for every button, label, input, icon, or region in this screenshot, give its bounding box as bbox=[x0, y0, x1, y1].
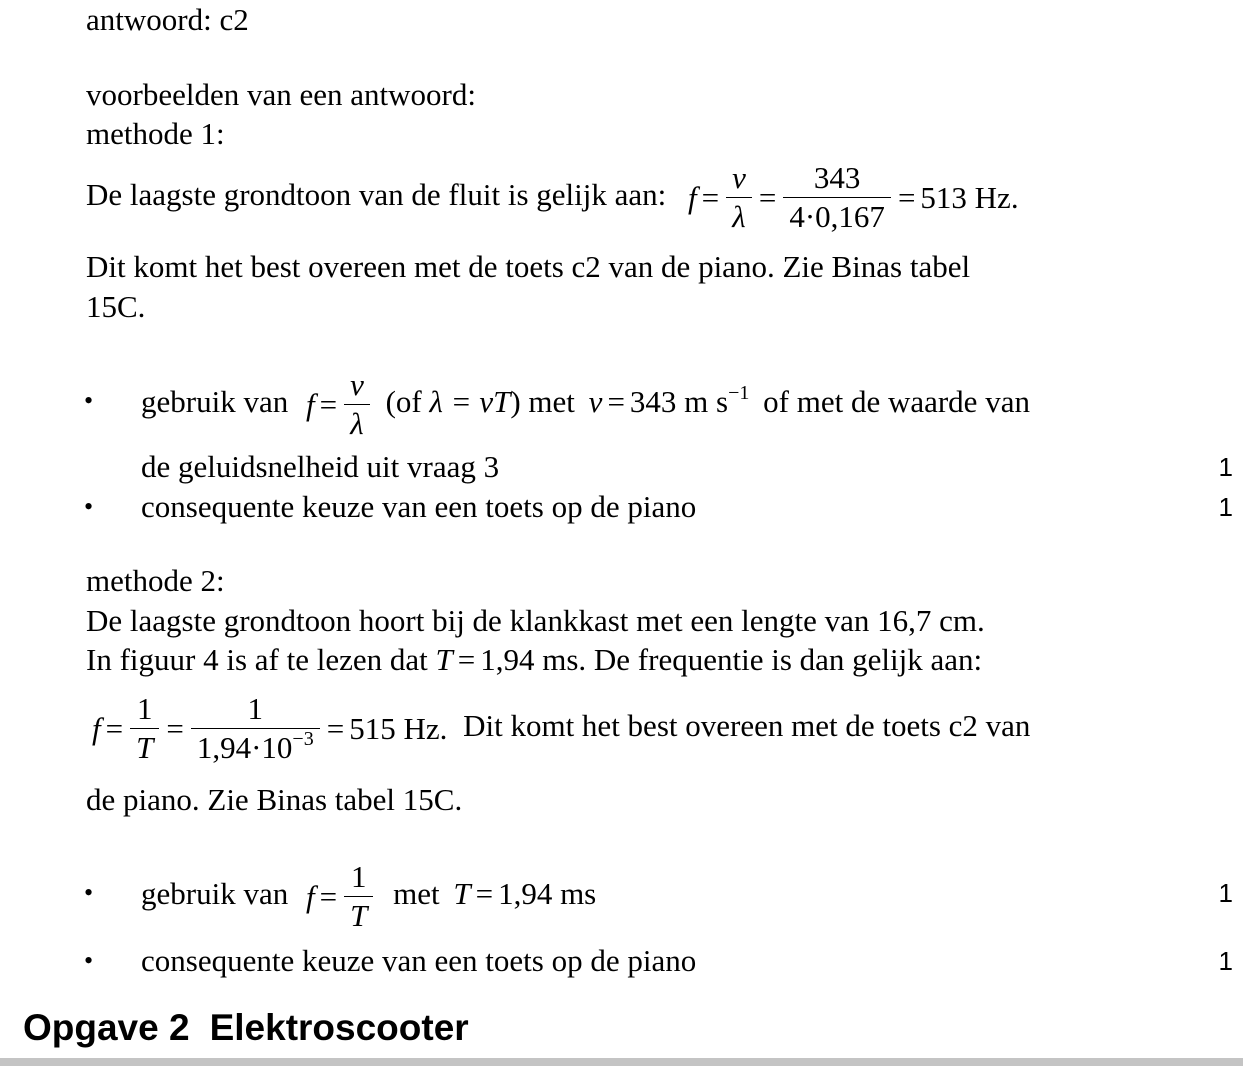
equals-sign: = bbox=[457, 642, 476, 677]
paren-open: (of bbox=[385, 384, 422, 419]
method2-line2 bbox=[86, 642, 982, 678]
fraction-numerator: v bbox=[350, 367, 364, 403]
equals-sign: = bbox=[319, 878, 338, 914]
equals-sign: = bbox=[701, 179, 720, 215]
section-heading bbox=[23, 1006, 469, 1050]
fraction-v-over-lambda bbox=[726, 162, 752, 233]
T-symbol: T bbox=[435, 642, 453, 677]
bottom-divider bbox=[0, 1058, 1243, 1066]
examples-heading: voorbeelden van een antwoord: bbox=[86, 77, 476, 112]
method1-formula-line bbox=[86, 158, 1019, 235]
fraction-numerator: 343 bbox=[813, 160, 861, 196]
fraction-one-over-T bbox=[130, 693, 159, 764]
fraction-numerator: 1 bbox=[247, 691, 264, 727]
bullet-dot: • bbox=[84, 386, 94, 415]
bullet-text-mid: met bbox=[393, 876, 440, 911]
equals-sign: = bbox=[319, 386, 338, 422]
fraction-numeric bbox=[783, 162, 891, 233]
v-value: 343 m s bbox=[629, 384, 729, 419]
score-value: 1 bbox=[1218, 452, 1233, 482]
fraction-numerator: 1 bbox=[350, 859, 367, 895]
equals-sign: = bbox=[607, 384, 625, 419]
method1-bullet1-line1 bbox=[141, 365, 1030, 442]
bullet-dot: • bbox=[84, 946, 94, 975]
method2-formula-line bbox=[86, 689, 1030, 766]
bullet-text-pre: gebruik van bbox=[141, 384, 289, 419]
method2-bullet2: consequente keuze van een toets op de piano bbox=[141, 943, 697, 978]
formula-lhs: f bbox=[305, 386, 315, 422]
method1-formula bbox=[688, 161, 1019, 235]
T-value: 1,94 ms. bbox=[480, 642, 587, 677]
fraction-one-over-T bbox=[344, 861, 373, 932]
method2-formula bbox=[92, 692, 447, 766]
formula-result: 513 Hz. bbox=[920, 179, 1019, 215]
formula-lhs: f bbox=[92, 710, 101, 746]
section-title: Elektroscooter bbox=[209, 1007, 469, 1048]
denominator-exponent: −3 bbox=[292, 728, 314, 751]
method1-intro: De laagste grondtoon van de fluit is gelijk aan: bbox=[86, 177, 667, 212]
answer-line: antwoord: c2 bbox=[86, 2, 249, 37]
equals-sign: = bbox=[166, 710, 184, 746]
equals-sign: = bbox=[475, 876, 494, 911]
fraction-numerator: 1 bbox=[136, 691, 153, 727]
method2-line2-post: De frequentie is dan gelijk aan: bbox=[593, 642, 983, 677]
equals-sign: = bbox=[758, 179, 777, 215]
fraction-numerator: v bbox=[732, 160, 746, 196]
bullet-dot: • bbox=[84, 492, 94, 521]
fraction-denominator: T bbox=[344, 896, 373, 932]
method1-bullet2: consequente keuze van een toets op de piano bbox=[141, 489, 697, 524]
method1-conclusion-line1: Dit komt het best overeen met de toets c2 van de piano. Zie Binas tabel bbox=[86, 249, 971, 284]
fraction-v-over-lambda bbox=[344, 369, 370, 440]
T-symbol: T bbox=[453, 876, 471, 911]
method2-conclusion: de piano. Zie Binas tabel 15C. bbox=[86, 782, 463, 817]
v-exponent: −1 bbox=[728, 381, 750, 404]
bullet-dot: • bbox=[84, 878, 94, 907]
equals-sign: = bbox=[897, 179, 916, 215]
score-value: 1 bbox=[1218, 878, 1233, 908]
score-value: 1 bbox=[1218, 946, 1233, 976]
equals-sign: = bbox=[105, 710, 124, 746]
fraction-numeric bbox=[191, 693, 320, 764]
equals-sign: = bbox=[326, 710, 345, 746]
v-symbol: v bbox=[588, 384, 603, 419]
formula-result: 515 Hz. bbox=[349, 710, 448, 746]
score-value: 1 bbox=[1218, 492, 1233, 522]
fraction-denominator: 4·0,167 bbox=[783, 197, 891, 233]
T-value: 1,94 ms bbox=[498, 876, 597, 911]
paren-close: ) met bbox=[510, 384, 575, 419]
bullet-formula bbox=[306, 368, 372, 442]
lambda-equation: λ = vT bbox=[429, 384, 511, 419]
denominator-base: 1,94·10 bbox=[196, 730, 293, 766]
method2-formula-post: Dit komt het best overeen met de toets c2 van bbox=[463, 708, 1031, 743]
bullet-text-post: of met de waarde van bbox=[763, 384, 1030, 419]
method1-bullet1-line2: de geluidsnelheid uit vraag 3 bbox=[141, 449, 500, 484]
method2-line1: De laagste grondtoon hoort bij de klankkast met een lengte van 16,7 cm. bbox=[86, 603, 985, 638]
formula-lhs: f bbox=[305, 878, 315, 914]
formula-lhs: f bbox=[688, 179, 697, 215]
bullet-text-pre: gebruik van bbox=[141, 876, 289, 911]
method2-line2-pre: In figuur 4 is af te lezen dat bbox=[86, 642, 428, 677]
fraction-denominator: λ bbox=[726, 197, 751, 233]
method2-label: methode 2: bbox=[86, 563, 225, 598]
fraction-denominator bbox=[191, 728, 320, 764]
method1-conclusion-line2: 15C. bbox=[86, 289, 146, 324]
fraction-denominator: λ bbox=[344, 404, 369, 440]
method2-bullet1 bbox=[141, 857, 596, 934]
method1-label: methode 1: bbox=[86, 116, 225, 151]
fraction-denominator: T bbox=[130, 728, 159, 764]
section-number: Opgave 2 bbox=[23, 1007, 190, 1048]
bullet-formula bbox=[306, 860, 375, 934]
